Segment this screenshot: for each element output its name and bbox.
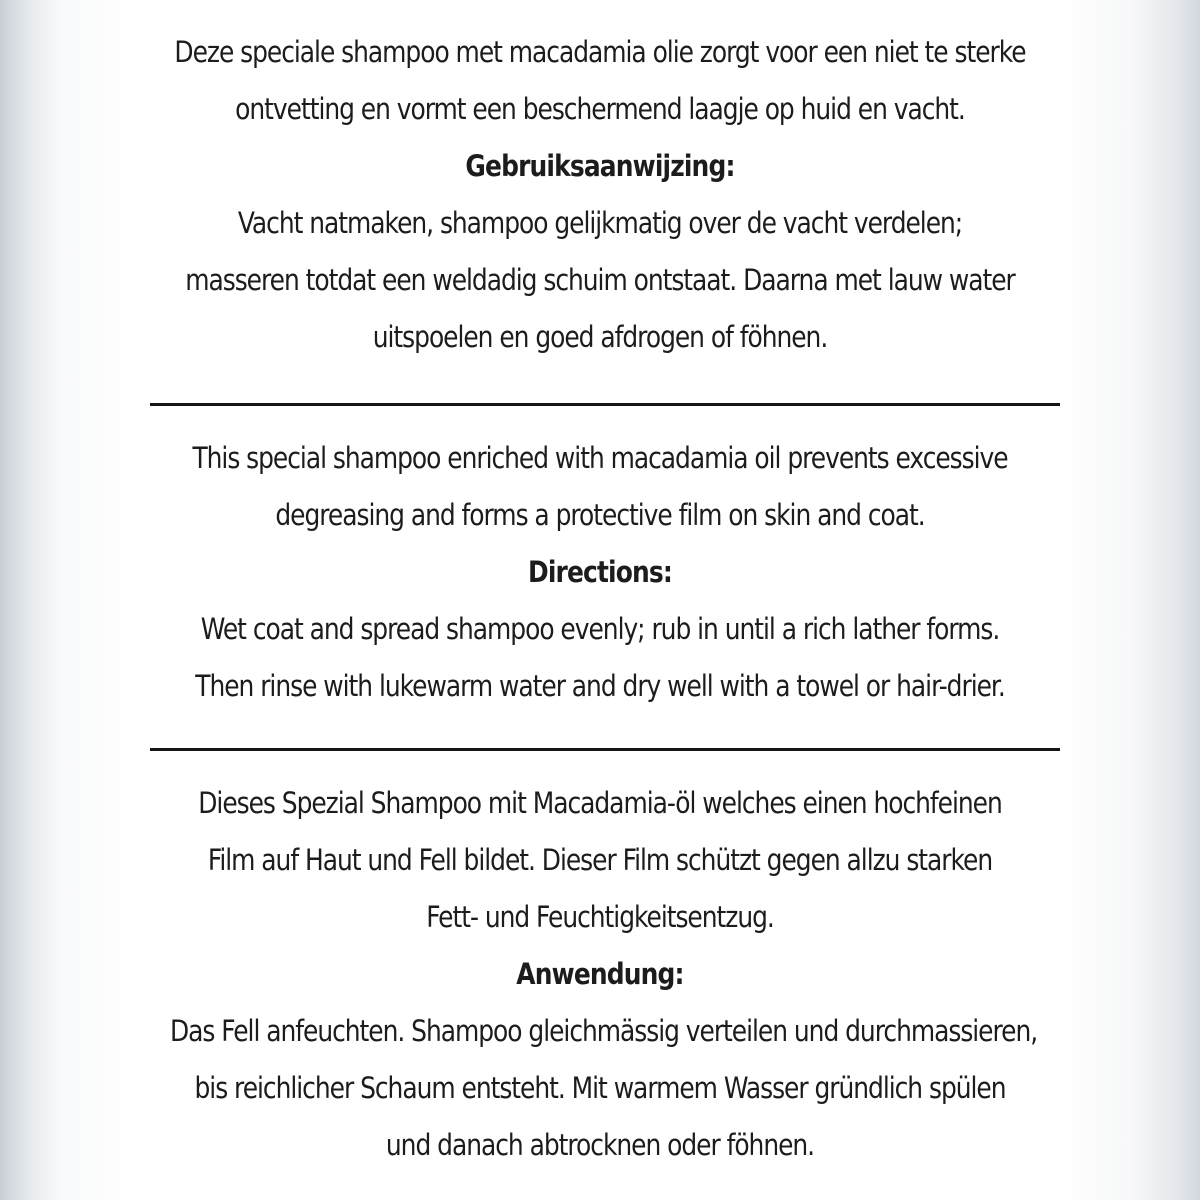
german-description-line-3: Fett- und Feuchtigkeitsentzug. (426, 900, 774, 934)
dutch-instructions-line-1: Vacht natmaken, shampoo gelijkmatig over de vacht verdelen; (237, 206, 963, 240)
german-description-line-1: Dieses Spezial Shampoo mit Macadamia-öl welches einen hochfeinen (198, 786, 1002, 820)
product-label (100, 0, 1100, 1200)
dutch-description-line-2: ontvetting en vormt een beschermend laagje op huid en vacht. (235, 92, 965, 126)
english-directions-heading: Directions: (528, 555, 672, 589)
german-instructions-line-1: Das Fell anfeuchten. Shampoo gleichmässig verteilen und durchmassieren, (170, 1014, 1038, 1048)
dutch-instructions-line-3: uitspoelen en goed afdrogen of föhnen. (372, 320, 828, 354)
section-divider-2 (150, 748, 1060, 751)
section-divider-1 (150, 403, 1060, 406)
english-section (100, 430, 1100, 715)
english-instructions-line-1: Wet coat and spread shampoo evenly; rub in until a rich lather forms. (200, 612, 1000, 646)
german-instructions-line-2: bis reichlicher Schaum entsteht. Mit warmem Wasser gründlich spülen (194, 1071, 1006, 1105)
english-description-line-2: degreasing and forms a protective film on skin and coat. (275, 498, 925, 532)
german-directions-heading: Anwendung: (516, 957, 684, 991)
german-description-line-2: Film auf Haut und Fell bildet. Dieser Film schützt gegen allzu starken (207, 843, 993, 877)
german-instructions-line-3: und danach abtrocknen oder föhnen. (385, 1128, 815, 1162)
dutch-directions-heading: Gebruiksaanwijzing: (465, 149, 735, 183)
german-section (100, 775, 1100, 1174)
english-description-line-1: This special shampoo enriched with macadamia oil prevents excessive (192, 441, 1008, 475)
english-instructions-line-2: Then rinse with lukewarm water and dry well with a towel or hair-drier. (195, 669, 1005, 703)
dutch-instructions-line-2: masseren totdat een weldadig schuim ontstaat. Daarna met lauw water (185, 263, 1015, 297)
dutch-description-line-1: Deze speciale shampoo met macadamia olie zorgt voor een niet te sterke (174, 35, 1026, 69)
dutch-section (100, 24, 1100, 366)
